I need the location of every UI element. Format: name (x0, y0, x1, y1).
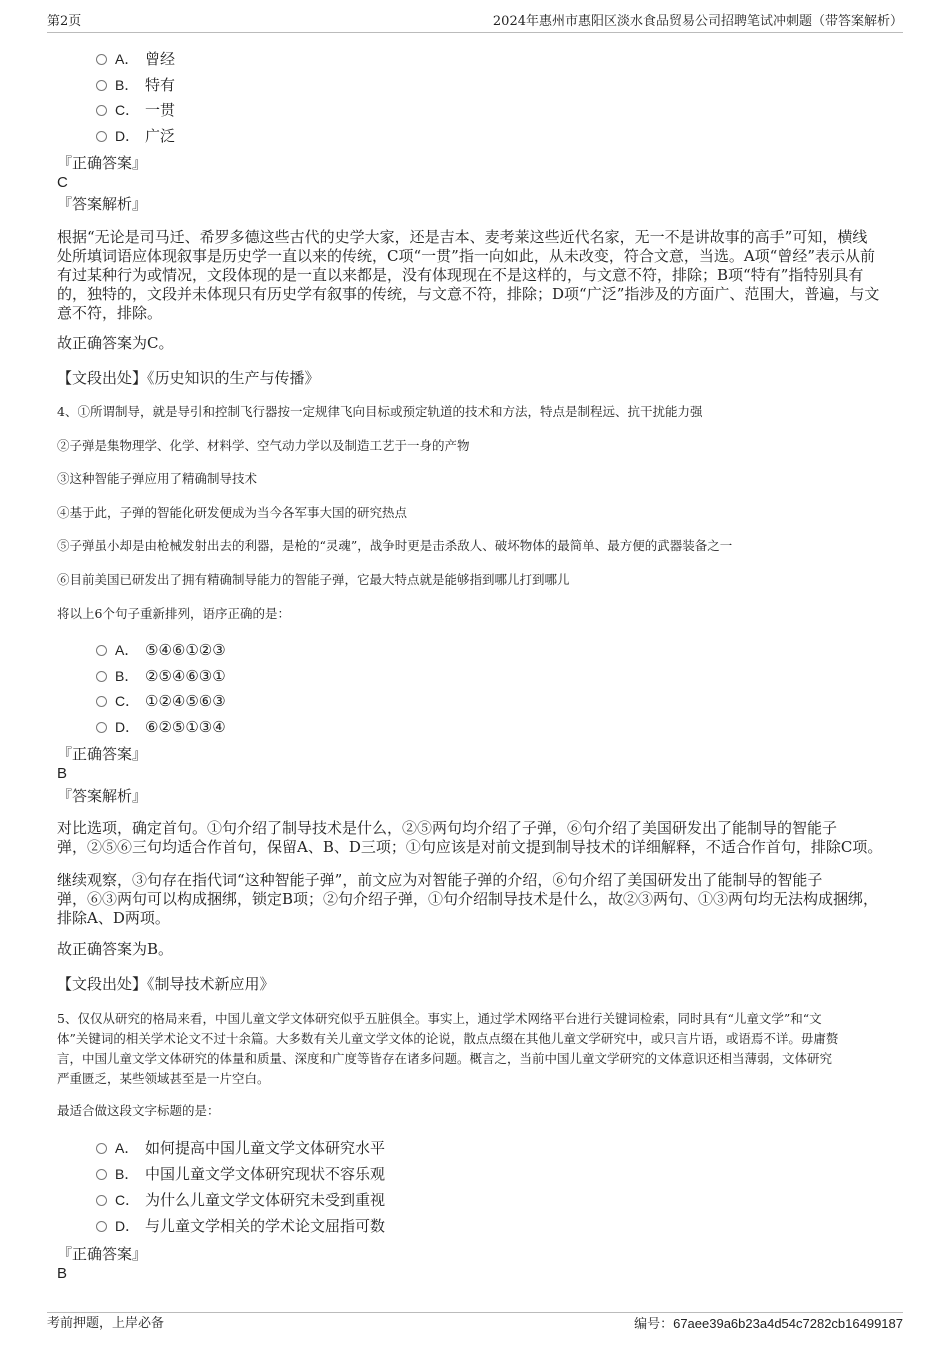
q3-option-d[interactable]: D． 广泛 (96, 125, 175, 147)
q4-option-d[interactable]: D． ⑥②⑤①③④ (96, 716, 226, 738)
q4-sentence-4: ④基于此，子弹的智能化研发便成为当今各军事大国的研究热点 (57, 505, 408, 520)
q5-option-b[interactable]: B． 中国儿童文学文体研究现状不容乐观 (96, 1163, 385, 1185)
analysis-text: 继续观察，③句存在指代词“这种智能子弹”，前文应为对智能子弹的介绍，⑥句介绍了美国研发出了能制导的智能子 弹，⑥③两句可以构成捆绑，锁定B项；②句介绍子弹，①句介绍制导技术是什么，故②③两句、①③两句均无法构成捆绑， 排除A、D两项。 (57, 871, 879, 927)
q4-sentence-3: ③这种智能子弹应用了精确制导技术 (57, 471, 258, 486)
q4-sentence-1: 4、①所谓制导，就是导引和控制飞行器按一定规律飞向目标或预定轨道的技术和方法，特点是制程远、抗干扰能力强 (57, 404, 703, 419)
answer-value: B (57, 765, 68, 782)
radio-icon[interactable] (96, 1143, 107, 1154)
radio-icon[interactable] (96, 696, 107, 707)
q4-option-c[interactable]: C． ①②④⑤⑥③ (96, 690, 226, 712)
radio-icon[interactable] (96, 645, 107, 656)
analysis-text: 对比选项，确定首句。①句介绍了制导技术是什么，②⑤两句均介绍了子弹，⑥句介绍了美国研发出了能制导的智能子 弹，②⑤⑥三句均适合作首句，保留A、B、D三项；①句应该是对前文提到制导技术的详细解释，不适合作首句，排除C项。 (57, 819, 883, 856)
radio-icon[interactable] (96, 1169, 107, 1180)
answer-label: 『正确答案』 (57, 154, 148, 172)
footer-slogan: 考前押题，上岸必备 (47, 1316, 165, 1331)
analysis-text: 根据“无论是司马迁、希罗多德这些古代的史学大家，还是吉本、麦考莱这些近代名家，无一不是讲故事的高手”可知，横线 处所填词语应体现叙事是历史学一直以来的传统，C项“一贯”指一向如此，从未改变，符合文意，当选。A项“曾经”表示从前 有过某种行为或情况，文段体现的是一直以来都是，没有体现现在不是这样的，与文意不符，排除；B项“特有”指特别具有 的，独特的，文段并未体现只有历史学有叙事的传统，与文意不符，排除；D项“广泛”指涉及的方面广、范围大，普遍，与文 意不符，排除。 (57, 228, 880, 322)
page-footer (47, 1312, 903, 1333)
analysis-label: 『答案解析』 (57, 787, 148, 805)
answer-value: C (57, 174, 68, 191)
radio-icon[interactable] (96, 131, 107, 142)
radio-icon[interactable] (96, 80, 107, 91)
radio-icon[interactable] (96, 722, 107, 733)
q4-sentence-6: ⑥目前美国已研发出了拥有精确制导能力的智能子弹，它最大特点就是能够指到哪儿打到哪儿 (57, 572, 570, 587)
q5-prompt: 最适合做这段文字标题的是： (57, 1103, 220, 1118)
radio-icon[interactable] (96, 671, 107, 682)
radio-icon[interactable] (96, 54, 107, 65)
q4-sentence-2: ②子弹是集物理学、化学、材料学、空气动力学以及制造工艺于一身的产物 (57, 438, 470, 453)
q4-prompt: 将以上6个句子重新排列，语序正确的是： (57, 606, 290, 621)
q5-stem: 5、仅仅从研究的格局来看，中国儿童文学文体研究似乎五脏俱全。事实上，通过学术网络平台进行关键词检索，同时具有“儿童文学”和“文 体”关键词的相关学术论文不过十余篇。大多数有关儿童文学文体的论说，散点点缀在其他儿童文学研究中，或只言片语，或语焉不详。毋庸赘 言，中国儿童文学文体研究的体量和质量、深度和广度等皆存在诸多问题。概言之，当前中国儿童文学研究的文体意识还相当薄弱，文体研究 严重匮乏，某些领域甚至是一片空白。 (57, 1011, 839, 1086)
source-citation: 【文段出处】《历史知识的生产与传播》 (57, 369, 320, 387)
page-number: 第2页 (47, 14, 82, 29)
q3-option-b[interactable]: B． 特有 (96, 74, 175, 96)
q3-option-c[interactable]: C． 一贯 (96, 99, 175, 121)
q4-option-a[interactable]: A． ⑤④⑥①②③ (96, 639, 226, 661)
conclusion: 故正确答案为B。 (57, 940, 174, 958)
document-title: 2024年惠州市惠阳区淡水食品贸易公司招聘笔试冲刺题（带答案解析） (492, 14, 903, 29)
radio-icon[interactable] (96, 1195, 107, 1206)
answer-label: 『正确答案』 (57, 1245, 148, 1263)
radio-icon[interactable] (96, 105, 107, 116)
q5-option-a[interactable]: A． 如何提高中国儿童文学文体研究水平 (96, 1137, 385, 1159)
radio-icon[interactable] (96, 1221, 107, 1232)
analysis-label: 『答案解析』 (57, 195, 148, 213)
q4-option-b[interactable]: B． ②⑤④⑥③① (96, 665, 226, 687)
q4-sentence-5: ⑤子弹虽小却是由枪械发射出去的利器，是枪的“灵魂”，战争时更是击杀敌人、破坏物体的最简单、最方便的武器装备之一 (57, 538, 733, 553)
conclusion: 故正确答案为C。 (57, 334, 174, 352)
q5-option-c[interactable]: C． 为什么儿童文学文体研究未受到重视 (96, 1189, 385, 1211)
q3-option-a[interactable]: A． 曾经 (96, 48, 175, 70)
source-citation: 【文段出处】《制导技术新应用》 (57, 975, 275, 993)
q5-option-d[interactable]: D． 与儿童文学相关的学术论文屈指可数 (96, 1215, 385, 1237)
answer-value: B (57, 1265, 68, 1282)
answer-label: 『正确答案』 (57, 745, 148, 763)
document-code: 编号：67aee39a6b23a4d54c7282cb16499187 (634, 1316, 903, 1332)
